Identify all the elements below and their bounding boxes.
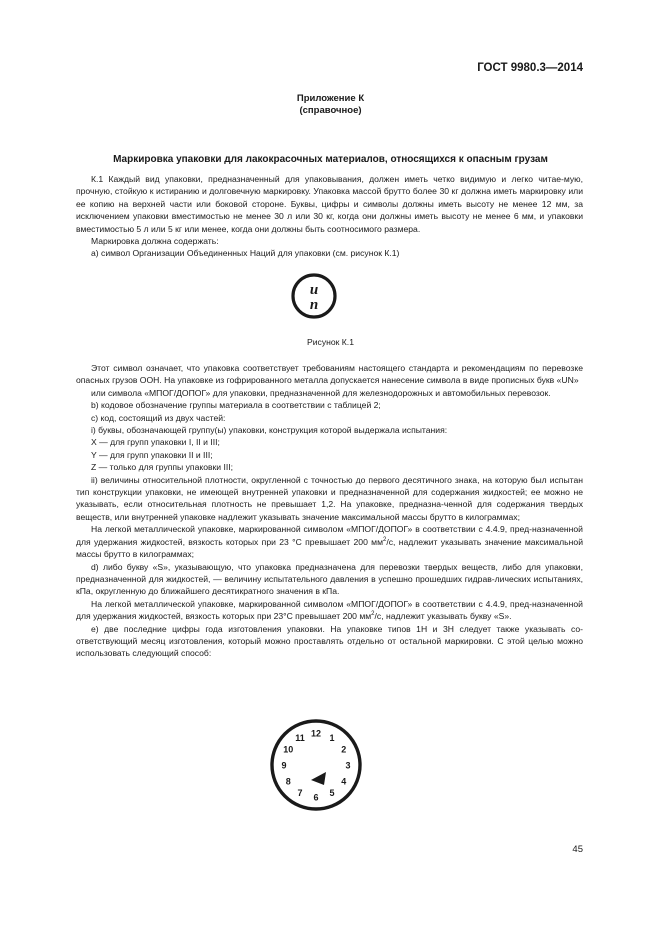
section-title: Маркировка упаковки для лакокрасочных материалов, относящихся к опасным грузам <box>113 154 548 165</box>
dial-number: 3 <box>345 760 351 771</box>
light-metal-2-sup: 2 <box>371 611 375 618</box>
un-letter-n: n <box>309 297 319 313</box>
paragraph-item-c: c) код, состоящий из двух частей: <box>91 412 226 423</box>
light-metal-1-sup: 2 <box>383 536 387 543</box>
un-packaging-symbol <box>290 272 338 325</box>
paragraph-item-c-i: i) буквы, обозначающей группу(ы) упаковки, конструкция которой выдержала испытания: <box>91 425 448 436</box>
appendix-subtitle: (справочное) <box>299 105 362 116</box>
paragraph-group-x: X — для групп упаковки I, II и III; <box>91 437 220 448</box>
dial-number: 12 <box>310 728 322 739</box>
paragraph-item-d: d) либо букву «S», указывающую, что упаковка предназначена для перевозки твердых веществ, либо для упаковки, предназначенной для жидкостей, — величину испытательного давления в успешно прошедших гидрав-лических испытаниях, кПа, округленную до ближайшего десятикратного значения в кПа. <box>76 561 583 597</box>
figure-caption: Рисунок К.1 <box>307 337 354 347</box>
body-text <box>76 362 583 660</box>
dial-number: 6 <box>313 792 319 803</box>
paragraph-item-b: b) кодовое обозначение группы материала в соответствии с таблицей 2; <box>91 400 381 411</box>
dial-pointer-icon <box>311 772 326 785</box>
paragraph-group-z: Z — только для группы упаковки III; <box>91 462 234 473</box>
dial-number: 8 <box>285 776 291 787</box>
light-metal-1-text-end: /с, надлежит указывать значение максимальной массы брутто в килограммах; <box>76 536 583 560</box>
appendix-title: Приложение К <box>296 93 365 104</box>
dial-number: 10 <box>283 744 294 755</box>
light-metal-2-text: На легкой металлической упаковке, маркированной символом «МПОГ/ДОПОГ» в соответствии с 4.4.9, пред-назначенной для удержания жидкостей, вязкость которых при 23°С превышает 200 мм <box>76 598 583 622</box>
paragraph-group-y: Y — для групп упаковки II и III; <box>91 449 213 460</box>
paragraph-symbol-meaning: Этот символ означает, что упаковка соответствует требованиям настоящего стандарта и рекомендациям по перевозке опасных грузов ООН. На упаковке из гофрированного металла допускается нанесение символа в виде прописных букв «UN» <box>76 363 583 386</box>
dial-number: 7 <box>297 788 303 799</box>
dial-number: 1 <box>329 732 335 743</box>
paragraph-item-a: а) символ Организации Объединенных Наций для упаковки (см. рисунок К.1) <box>91 248 400 259</box>
paragraph-mpog-symbol: или символа «МПОГ/ДОПОГ» для упаковки, предназначенной для железнодорожных и автомобильных перевозок. <box>91 387 551 398</box>
dial-number: 2 <box>341 744 347 755</box>
dial-number: 9 <box>281 760 287 771</box>
paragraph-item-c-ii: ii) величины относительной плотности, округленной с точностью до первого десятичного знака, на которую был испытан тип конструкции упаковки, не имеющей внутренней упаковки и предназначенной для содержания жидкостей; ее можно не указывать, если относительная плотность не превышает 1,2. На упаковке, предназна-ченной для содержания твердых веществ, или внутренней упаковке надлежит указывать значение максимальной массы брутто в килограммах; <box>76 474 583 522</box>
light-metal-2-text-end: /с, надлежит указывать букву «S». <box>374 611 512 622</box>
dial-number: 5 <box>329 788 335 799</box>
dial-number: 11 <box>295 732 305 743</box>
month-dial <box>269 718 363 817</box>
paragraph-light-metal-2 <box>76 598 583 623</box>
dial-number: 4 <box>341 776 347 787</box>
intro-text <box>76 173 583 260</box>
page-number: 45 <box>572 844 583 855</box>
un-letter-u: u <box>309 282 319 298</box>
standard-code: ГОСТ 9980.3—2014 <box>477 62 583 74</box>
paragraph-marking-contents: Маркировка должна содержать: <box>91 236 219 247</box>
light-metal-1-text: На легкой металлической упаковке, маркированной символом «МПОГ/ДОПОГ» в соответствии с 4.4.9, пред-назначенной для удержания жидкостей, вязкость которых при 23 °С превышает 200 мм <box>76 524 583 547</box>
paragraph-light-metal-1 <box>76 523 583 560</box>
paragraph-k1: К.1 Каждый вид упаковки, предназначенный для упаковывания, должен иметь четко видимую и легко читае-мую, прочную, стойкую к истиранию и долговечную маркировку. Упаковка массой брутто более 30 кг должна иметь маркировку или ее копию на верхней части или боковой стороне. Буквы, цифры и символы должны иметь высоту не менее 12 мм, за исключением упаковки вместимостью не менее 30 л или 30 кг, когда они должны иметь высоту не менее 6 мм, и упаковки вместимостью 5 л или 5 кг или менее, когда они должны быть соотносимого размера. <box>76 174 583 234</box>
paragraph-item-e: е) две последние цифры года изготовления упаковки. На упаковке типов 1Н и 3Н следует также указывать со-ответствующий месяц изготовления, который можно проставлять отдельно от остальной маркировки. С этой целью можно использовать следующий способ: <box>76 623 583 659</box>
